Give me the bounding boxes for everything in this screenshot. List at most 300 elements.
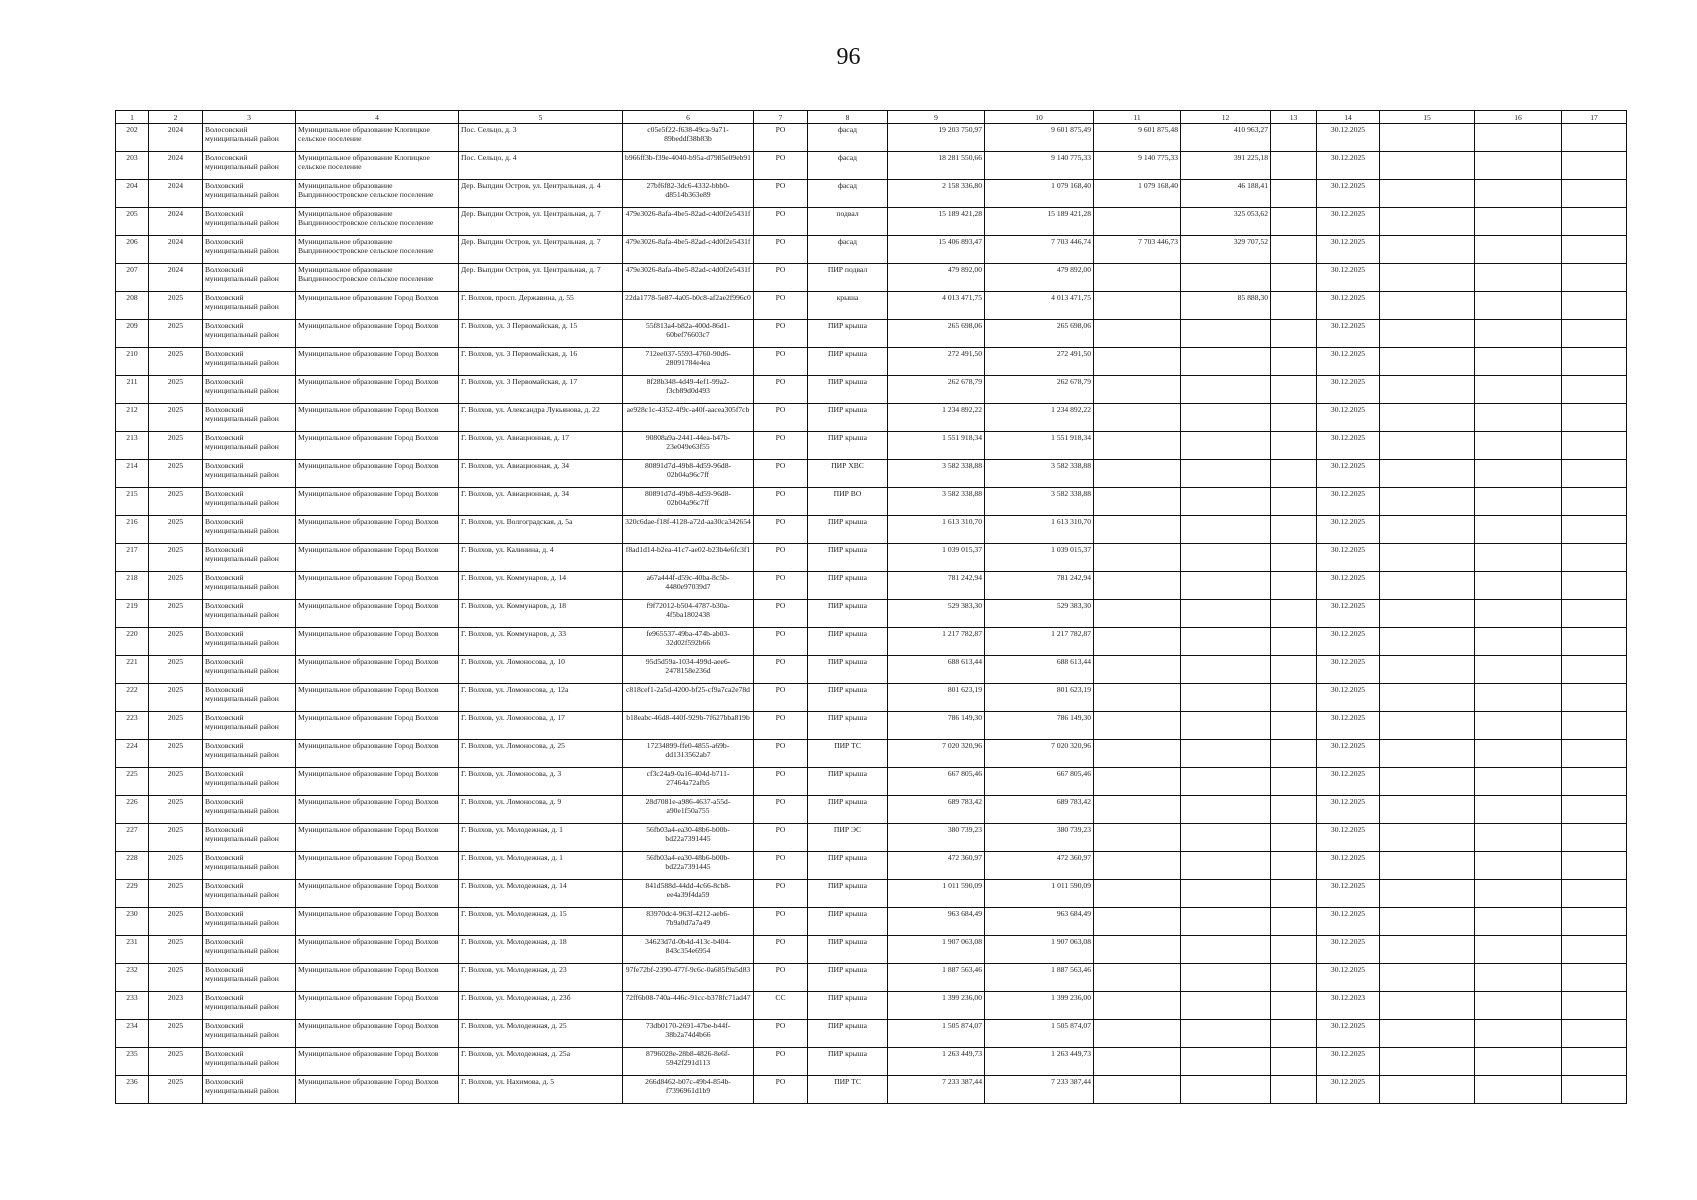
cell-deadline: 30.12.2025 <box>1317 628 1380 656</box>
cell-col-13 <box>1271 1048 1317 1076</box>
cell-col-17 <box>1562 544 1627 572</box>
cell-year: 2024 <box>149 152 203 180</box>
cell-col-13 <box>1271 684 1317 712</box>
cell-district: Волховский муниципальный район <box>203 1048 296 1076</box>
table-row <box>116 936 1627 964</box>
cell-year: 2025 <box>149 684 203 712</box>
cell-house-id: 55f813a4-b82a-400d-86d1-60bef76603c7 <box>623 320 754 348</box>
cell-cost-part-2 <box>1094 880 1181 908</box>
column-header-7: 7 <box>754 111 808 124</box>
cell-program: РО <box>754 600 808 628</box>
cell-col-16 <box>1475 404 1562 432</box>
cell-municipality: Муниципальное образование Город Волхов <box>296 852 459 880</box>
cell-work-type: ПИР подвал <box>808 264 888 292</box>
cell-col-15 <box>1380 460 1475 488</box>
cell-municipality: Муниципальное образование Город Волхов <box>296 404 459 432</box>
cell-district: Волховский муниципальный район <box>203 292 296 320</box>
cell-col-17 <box>1562 236 1627 264</box>
cell-cost-part-3 <box>1181 264 1271 292</box>
cell-col-15 <box>1380 824 1475 852</box>
cell-cost-part-3 <box>1181 376 1271 404</box>
table-row <box>116 600 1627 628</box>
cell-address: Пос. Сельцо, д. 3 <box>459 124 623 152</box>
cell-total-cost: 380 739,23 <box>888 824 985 852</box>
cell-col-15 <box>1380 376 1475 404</box>
cell-address: Дер. Выпдин Остров, ул. Центральная, д. 4 <box>459 180 623 208</box>
cell-municipality: Муниципальное образование Город Волхов <box>296 768 459 796</box>
cell-cost-part-1: 963 684,49 <box>985 908 1094 936</box>
cell-address: Г. Волхов, ул. Молодежная, д. 1 <box>459 824 623 852</box>
cell-deadline: 30.12.2025 <box>1317 208 1380 236</box>
cell-work-type: ПИР крыша <box>808 348 888 376</box>
cell-cost-part-1: 1 039 015,37 <box>985 544 1094 572</box>
table-row <box>116 628 1627 656</box>
cell-total-cost: 7 020 320,96 <box>888 740 985 768</box>
cell-cost-part-3 <box>1181 908 1271 936</box>
cell-municipality: Муниципальное образование Город Волхов <box>296 908 459 936</box>
cell-cost-part-2 <box>1094 488 1181 516</box>
cell-municipality: Муниципальное образование Город Волхов <box>296 880 459 908</box>
cell-col-15 <box>1380 152 1475 180</box>
cell-col-15 <box>1380 264 1475 292</box>
column-header-13: 13 <box>1271 111 1317 124</box>
cell-col-15 <box>1380 628 1475 656</box>
cell-municipality: Муниципальное образование Город Волхов <box>296 1076 459 1104</box>
cell-address: Г. Волхов, ул. Молодежная, д. 23 <box>459 964 623 992</box>
cell-work-type: фасад <box>808 152 888 180</box>
cell-address: Пос. Сельцо, д. 4 <box>459 152 623 180</box>
cell-col-15 <box>1380 964 1475 992</box>
cell-district: Волховский муниципальный район <box>203 824 296 852</box>
cell-work-type: ПИР крыша <box>808 656 888 684</box>
cell-total-cost: 801 623,19 <box>888 684 985 712</box>
cell-cost-part-1: 7 703 446,74 <box>985 236 1094 264</box>
cell-cost-part-1: 3 582 338,88 <box>985 488 1094 516</box>
cell-col-15 <box>1380 292 1475 320</box>
cell-cost-part-2: 7 703 446,73 <box>1094 236 1181 264</box>
cell-total-cost: 479 892,00 <box>888 264 985 292</box>
cell-deadline: 30.12.2025 <box>1317 264 1380 292</box>
cell-col-16 <box>1475 992 1562 1020</box>
cell-work-type: ПИР крыша <box>808 376 888 404</box>
cell-year: 2025 <box>149 460 203 488</box>
table-body <box>116 124 1627 1104</box>
cell-col-16 <box>1475 1048 1562 1076</box>
cell-house-id: 841d588d-44dd-4c66-8cb8-ee4a39f4da59 <box>623 880 754 908</box>
cell-row-number: 234 <box>116 1020 149 1048</box>
cell-cost-part-3 <box>1181 740 1271 768</box>
cell-col-15 <box>1380 908 1475 936</box>
cell-address: Г. Волхов, просп. Державина, д. 55 <box>459 292 623 320</box>
cell-col-13 <box>1271 208 1317 236</box>
cell-address: Г. Волхов, ул. Ломоносова, д. 17 <box>459 712 623 740</box>
cell-col-17 <box>1562 516 1627 544</box>
cell-cost-part-2 <box>1094 936 1181 964</box>
cell-work-type: ПИР крыша <box>808 544 888 572</box>
cell-deadline: 30.12.2025 <box>1317 740 1380 768</box>
cell-cost-part-2 <box>1094 992 1181 1020</box>
cell-year: 2025 <box>149 404 203 432</box>
cell-deadline: 30.12.2025 <box>1317 852 1380 880</box>
cell-col-16 <box>1475 432 1562 460</box>
cell-address: Г. Волхов, ул. Молодежная, д. 18 <box>459 936 623 964</box>
cell-cost-part-2 <box>1094 208 1181 236</box>
cell-col-17 <box>1562 1020 1627 1048</box>
cell-col-13 <box>1271 432 1317 460</box>
cell-program: РО <box>754 880 808 908</box>
cell-col-13 <box>1271 992 1317 1020</box>
cell-cost-part-2 <box>1094 348 1181 376</box>
cell-cost-part-3 <box>1181 768 1271 796</box>
table-row <box>116 124 1627 152</box>
cell-col-17 <box>1562 404 1627 432</box>
cell-year: 2025 <box>149 600 203 628</box>
cell-cost-part-3 <box>1181 572 1271 600</box>
cell-col-15 <box>1380 1020 1475 1048</box>
cell-year: 2025 <box>149 572 203 600</box>
cell-cost-part-3 <box>1181 656 1271 684</box>
cell-col-16 <box>1475 516 1562 544</box>
cell-col-17 <box>1562 292 1627 320</box>
cell-address: Г. Волхов, ул. Калинина, д. 4 <box>459 544 623 572</box>
cell-row-number: 219 <box>116 600 149 628</box>
cell-col-13 <box>1271 656 1317 684</box>
cell-district: Волховский муниципальный район <box>203 572 296 600</box>
table-row <box>116 572 1627 600</box>
cell-cost-part-3 <box>1181 712 1271 740</box>
cell-district: Волховский муниципальный район <box>203 1076 296 1104</box>
cell-row-number: 216 <box>116 516 149 544</box>
cell-work-type: ПИР крыша <box>808 712 888 740</box>
cell-row-number: 232 <box>116 964 149 992</box>
cell-col-15 <box>1380 124 1475 152</box>
column-header-14: 14 <box>1317 111 1380 124</box>
cell-district: Волховский муниципальный район <box>203 964 296 992</box>
cell-col-17 <box>1562 1048 1627 1076</box>
cell-col-13 <box>1271 572 1317 600</box>
cell-house-id: cf3c24a9-0a16-404d-b711-27464a72afb5 <box>623 768 754 796</box>
cell-cost-part-2 <box>1094 768 1181 796</box>
cell-program: РО <box>754 936 808 964</box>
cell-deadline: 30.12.2025 <box>1317 488 1380 516</box>
cell-row-number: 225 <box>116 768 149 796</box>
cell-col-13 <box>1271 1020 1317 1048</box>
cell-cost-part-1: 380 739,23 <box>985 824 1094 852</box>
cell-district: Волосовский муниципальный район <box>203 124 296 152</box>
cell-cost-part-1: 786 149,30 <box>985 712 1094 740</box>
cell-municipality: Муниципальное образование Клопицкое сельское поселение <box>296 152 459 180</box>
cell-address: Г. Волхов, ул. Молодежная, д. 1 <box>459 852 623 880</box>
cell-cost-part-1: 9 601 875,49 <box>985 124 1094 152</box>
cell-col-15 <box>1380 404 1475 432</box>
cell-address: Г. Волхов, ул. Нахимова, д. 5 <box>459 1076 623 1104</box>
cell-district: Волховский муниципальный район <box>203 1020 296 1048</box>
cell-year: 2025 <box>149 796 203 824</box>
cell-cost-part-1: 1 079 168,40 <box>985 180 1094 208</box>
table-row <box>116 488 1627 516</box>
cell-municipality: Муниципальное образование Город Волхов <box>296 824 459 852</box>
cell-house-id: 28d7081e-a986-4637-a55d-a90e1f50a755 <box>623 796 754 824</box>
cell-col-15 <box>1380 236 1475 264</box>
cell-cost-part-2 <box>1094 1020 1181 1048</box>
register-table <box>115 110 1627 1104</box>
cell-address: Г. Волхов, ул. Ломоносова, д. 25 <box>459 740 623 768</box>
cell-col-15 <box>1380 488 1475 516</box>
cell-year: 2025 <box>149 544 203 572</box>
cell-cost-part-2 <box>1094 740 1181 768</box>
cell-row-number: 213 <box>116 432 149 460</box>
cell-house-id: 8f28b348-4d49-4ef1-99a2-f3cb89d0d493 <box>623 376 754 404</box>
cell-work-type: ПИР крыша <box>808 404 888 432</box>
cell-municipality: Муниципальное образование Город Волхов <box>296 572 459 600</box>
cell-house-id: 73db0170-2691-47be-b44f-38b2a74d4b66 <box>623 1020 754 1048</box>
cell-total-cost: 1 011 590,09 <box>888 880 985 908</box>
cell-total-cost: 1 234 892,22 <box>888 404 985 432</box>
column-header-1: 1 <box>116 111 149 124</box>
cell-deadline: 30.12.2025 <box>1317 964 1380 992</box>
cell-program: РО <box>754 824 808 852</box>
column-header-8: 8 <box>808 111 888 124</box>
cell-total-cost: 2 158 336,80 <box>888 180 985 208</box>
cell-col-13 <box>1271 908 1317 936</box>
cell-house-id: ae928c1c-4352-4f9c-a40f-aacea305f7cb <box>623 404 754 432</box>
cell-col-16 <box>1475 348 1562 376</box>
cell-cost-part-1: 265 698,06 <box>985 320 1094 348</box>
cell-deadline: 30.12.2025 <box>1317 656 1380 684</box>
cell-municipality: Муниципальное образование Город Волхов <box>296 460 459 488</box>
cell-col-17 <box>1562 964 1627 992</box>
cell-row-number: 226 <box>116 796 149 824</box>
cell-work-type: ПИР крыша <box>808 1020 888 1048</box>
cell-col-13 <box>1271 376 1317 404</box>
cell-program: РО <box>754 348 808 376</box>
cell-col-17 <box>1562 320 1627 348</box>
cell-cost-part-1: 1 613 310,70 <box>985 516 1094 544</box>
cell-district: Волховский муниципальный район <box>203 348 296 376</box>
cell-total-cost: 963 684,49 <box>888 908 985 936</box>
cell-year: 2025 <box>149 1020 203 1048</box>
cell-row-number: 202 <box>116 124 149 152</box>
cell-program: РО <box>754 152 808 180</box>
cell-municipality: Муниципальное образование Город Волхов <box>296 432 459 460</box>
cell-col-16 <box>1475 544 1562 572</box>
cell-program: РО <box>754 628 808 656</box>
cell-col-16 <box>1475 236 1562 264</box>
cell-col-15 <box>1380 936 1475 964</box>
cell-house-id: 17234899-ffe0-4855-a69b-dd1313562ab7 <box>623 740 754 768</box>
cell-cost-part-1: 1 217 782,87 <box>985 628 1094 656</box>
cell-col-15 <box>1380 600 1475 628</box>
cell-deadline: 30.12.2025 <box>1317 152 1380 180</box>
cell-cost-part-1: 1 011 590,09 <box>985 880 1094 908</box>
cell-col-17 <box>1562 908 1627 936</box>
cell-address: Г. Волхов, ул. Коммунаров, д. 33 <box>459 628 623 656</box>
cell-row-number: 230 <box>116 908 149 936</box>
cell-col-13 <box>1271 712 1317 740</box>
cell-deadline: 30.12.2025 <box>1317 516 1380 544</box>
cell-col-17 <box>1562 880 1627 908</box>
cell-col-16 <box>1475 292 1562 320</box>
column-header-12: 12 <box>1181 111 1271 124</box>
cell-program: РО <box>754 1076 808 1104</box>
cell-year: 2025 <box>149 348 203 376</box>
cell-address: Г. Волхов, ул. Коммунаров, д. 18 <box>459 600 623 628</box>
table-row <box>116 656 1627 684</box>
cell-col-17 <box>1562 684 1627 712</box>
cell-col-17 <box>1562 460 1627 488</box>
cell-total-cost: 689 783,42 <box>888 796 985 824</box>
cell-cost-part-3 <box>1181 936 1271 964</box>
cell-col-15 <box>1380 320 1475 348</box>
cell-house-id: 72ff6b08-740a-446c-91cc-b378fc71ad47 <box>623 992 754 1020</box>
cell-municipality: Муниципальное образование Город Волхов <box>296 488 459 516</box>
cell-col-16 <box>1475 376 1562 404</box>
cell-total-cost: 3 582 338,88 <box>888 488 985 516</box>
cell-work-type: ПИР крыша <box>808 684 888 712</box>
cell-program: РО <box>754 852 808 880</box>
cell-house-id: f9f72012-b504-4787-b30a-4f5ba1802438 <box>623 600 754 628</box>
cell-program: РО <box>754 376 808 404</box>
cell-district: Волховский муниципальный район <box>203 880 296 908</box>
cell-work-type: ПИР крыша <box>808 880 888 908</box>
cell-year: 2024 <box>149 208 203 236</box>
cell-cost-part-3: 410 963,27 <box>1181 124 1271 152</box>
cell-municipality: Муниципальное образование Выпдинноостровское сельское поселение <box>296 264 459 292</box>
table-row <box>116 152 1627 180</box>
table-row <box>116 796 1627 824</box>
table-row <box>116 1048 1627 1076</box>
table-row <box>116 908 1627 936</box>
column-header-9: 9 <box>888 111 985 124</box>
cell-cost-part-2 <box>1094 460 1181 488</box>
cell-total-cost: 1 399 236,00 <box>888 992 985 1020</box>
cell-col-16 <box>1475 684 1562 712</box>
cell-cost-part-2 <box>1094 656 1181 684</box>
cell-col-15 <box>1380 208 1475 236</box>
cell-address: Г. Волхов, ул. Волгоградская, д. 5а <box>459 516 623 544</box>
cell-cost-part-3: 329 707,52 <box>1181 236 1271 264</box>
cell-cost-part-2 <box>1094 964 1181 992</box>
cell-address: Г. Волхов, ул. Молодежная, д. 25а <box>459 1048 623 1076</box>
cell-total-cost: 529 383,30 <box>888 600 985 628</box>
cell-row-number: 217 <box>116 544 149 572</box>
cell-house-id: 27bf6f82-3dc6-4332-bbb0-d8514b363e89 <box>623 180 754 208</box>
cell-district: Волховский муниципальный район <box>203 180 296 208</box>
cell-cost-part-3 <box>1181 796 1271 824</box>
cell-col-13 <box>1271 124 1317 152</box>
cell-deadline: 30.12.2025 <box>1317 1048 1380 1076</box>
cell-col-17 <box>1562 936 1627 964</box>
cell-total-cost: 3 582 338,88 <box>888 460 985 488</box>
cell-deadline: 30.12.2025 <box>1317 236 1380 264</box>
cell-deadline: 30.12.2025 <box>1317 712 1380 740</box>
cell-house-id: a67a444f-d59c-40ba-8c5b-4480e97039d7 <box>623 572 754 600</box>
cell-col-13 <box>1271 180 1317 208</box>
cell-address: Г. Волхов, ул. Молодежная, д. 15 <box>459 908 623 936</box>
cell-address: Г. Волхов, ул. Авиационная, д. 17 <box>459 432 623 460</box>
cell-col-16 <box>1475 600 1562 628</box>
cell-col-15 <box>1380 992 1475 1020</box>
cell-row-number: 223 <box>116 712 149 740</box>
column-header-5: 5 <box>459 111 623 124</box>
cell-deadline: 30.12.2025 <box>1317 348 1380 376</box>
cell-year: 2025 <box>149 768 203 796</box>
cell-row-number: 207 <box>116 264 149 292</box>
cell-col-13 <box>1271 404 1317 432</box>
cell-col-17 <box>1562 656 1627 684</box>
cell-col-13 <box>1271 348 1317 376</box>
cell-col-16 <box>1475 712 1562 740</box>
cell-year: 2023 <box>149 992 203 1020</box>
cell-cost-part-3 <box>1181 432 1271 460</box>
cell-col-15 <box>1380 1048 1475 1076</box>
cell-total-cost: 272 491,50 <box>888 348 985 376</box>
cell-col-15 <box>1380 684 1475 712</box>
cell-program: РО <box>754 656 808 684</box>
cell-cost-part-2 <box>1094 628 1181 656</box>
cell-cost-part-2 <box>1094 908 1181 936</box>
cell-col-13 <box>1271 1076 1317 1104</box>
cell-cost-part-1: 262 678,79 <box>985 376 1094 404</box>
cell-row-number: 212 <box>116 404 149 432</box>
cell-address: Г. Волхов, ул. 3 Первомайская, д. 17 <box>459 376 623 404</box>
cell-col-13 <box>1271 740 1317 768</box>
column-header-3: 3 <box>203 111 296 124</box>
cell-program: РО <box>754 292 808 320</box>
cell-cost-part-2 <box>1094 264 1181 292</box>
cell-district: Волховский муниципальный район <box>203 656 296 684</box>
cell-total-cost: 265 698,06 <box>888 320 985 348</box>
table-row <box>116 1076 1627 1104</box>
cell-district: Волховский муниципальный район <box>203 264 296 292</box>
cell-col-17 <box>1562 824 1627 852</box>
cell-col-16 <box>1475 908 1562 936</box>
cell-district: Волховский муниципальный район <box>203 488 296 516</box>
cell-col-16 <box>1475 824 1562 852</box>
cell-address: Г. Волхов, ул. Авиационная, д. 34 <box>459 488 623 516</box>
cell-address: Г. Волхов, ул. Ломоносова, д. 12а <box>459 684 623 712</box>
cell-col-17 <box>1562 600 1627 628</box>
cell-cost-part-2 <box>1094 796 1181 824</box>
cell-municipality: Муниципальное образование Выпдинноостровское сельское поселение <box>296 180 459 208</box>
cell-municipality: Муниципальное образование Город Волхов <box>296 656 459 684</box>
cell-program: РО <box>754 712 808 740</box>
cell-program: РО <box>754 488 808 516</box>
cell-row-number: 215 <box>116 488 149 516</box>
table-row <box>116 712 1627 740</box>
cell-program: РО <box>754 544 808 572</box>
cell-cost-part-2 <box>1094 824 1181 852</box>
cell-year: 2025 <box>149 292 203 320</box>
cell-work-type: ПИР крыша <box>808 908 888 936</box>
cell-col-15 <box>1380 348 1475 376</box>
cell-col-17 <box>1562 768 1627 796</box>
cell-col-16 <box>1475 880 1562 908</box>
cell-col-13 <box>1271 488 1317 516</box>
cell-house-id: 479e3026-8afa-4be5-82ad-c4d0f2e5431f <box>623 236 754 264</box>
table-row <box>116 292 1627 320</box>
cell-col-13 <box>1271 152 1317 180</box>
cell-district: Волховский муниципальный район <box>203 460 296 488</box>
cell-row-number: 220 <box>116 628 149 656</box>
cell-cost-part-1: 781 242,94 <box>985 572 1094 600</box>
cell-district: Волховский муниципальный район <box>203 684 296 712</box>
cell-col-16 <box>1475 180 1562 208</box>
cell-work-type: ПИР ВО <box>808 488 888 516</box>
cell-cost-part-2 <box>1094 516 1181 544</box>
cell-year: 2024 <box>149 264 203 292</box>
header-row <box>116 111 1627 124</box>
